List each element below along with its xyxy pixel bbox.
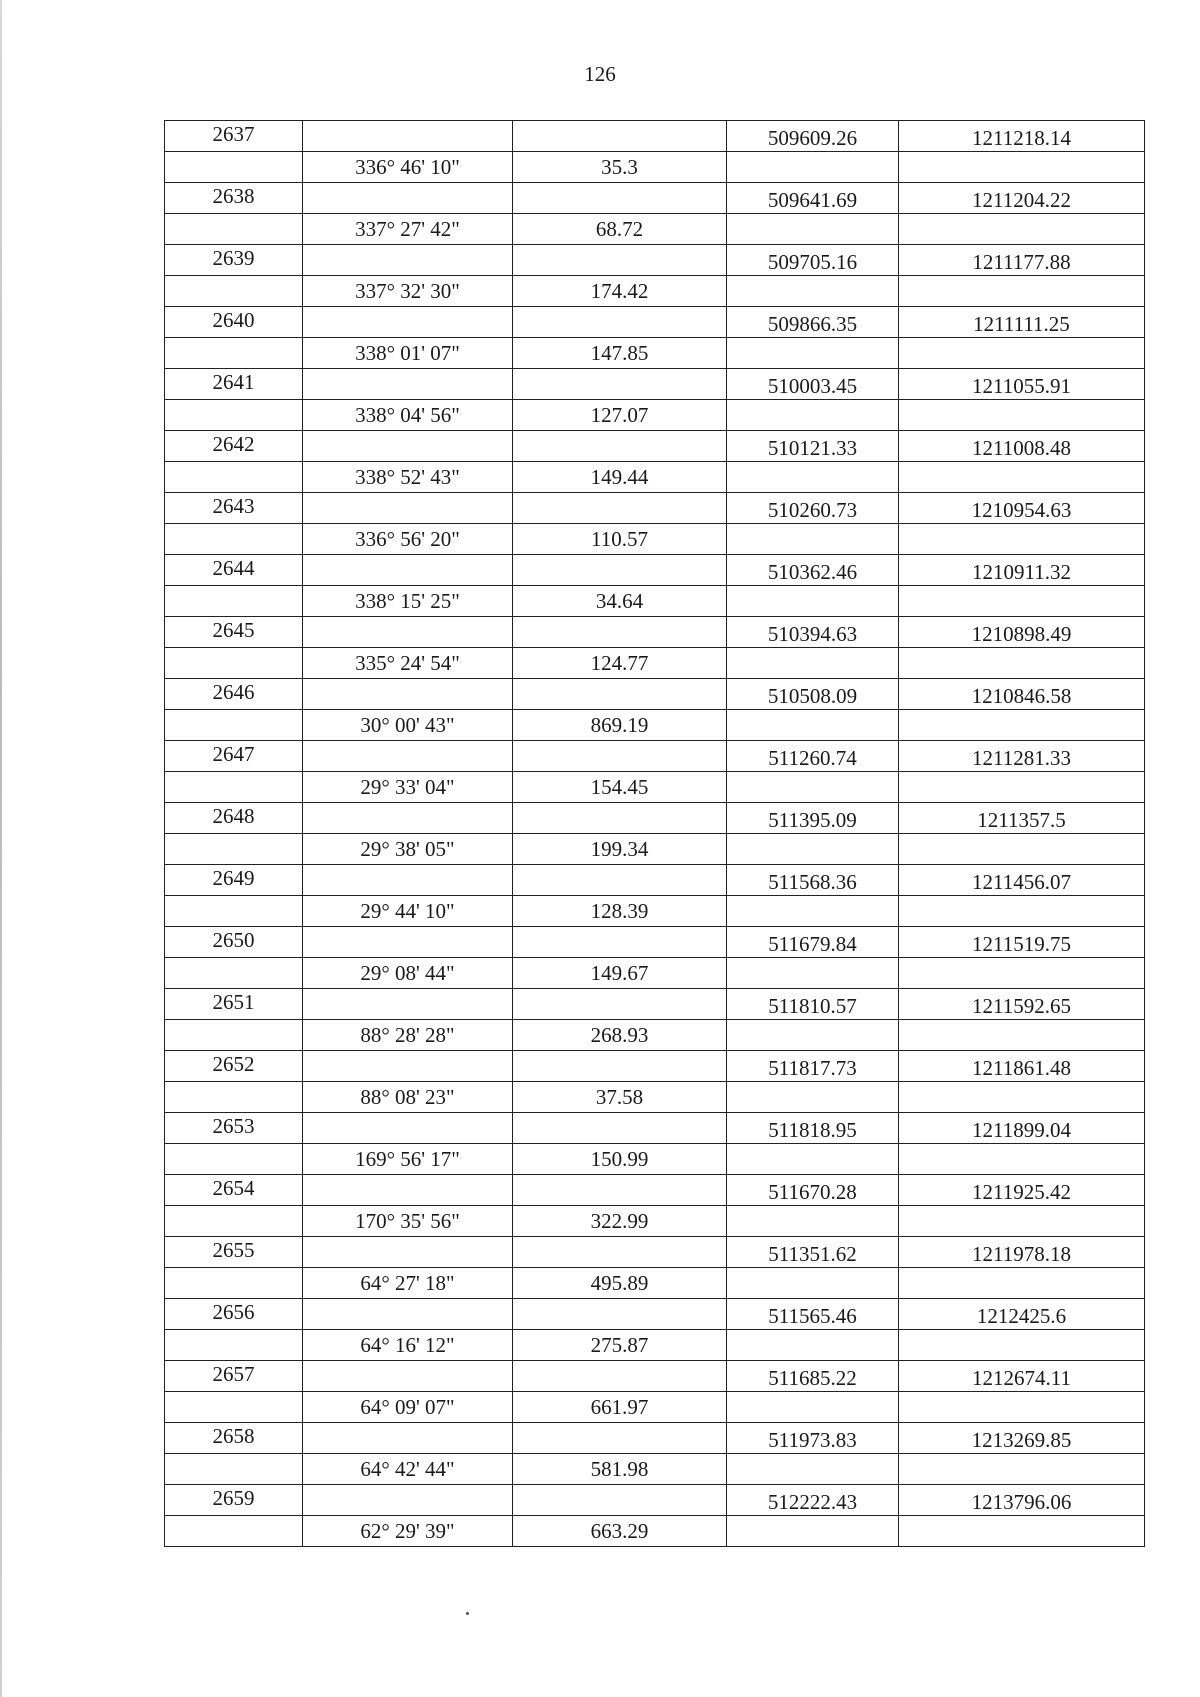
station-cell-empty	[165, 586, 303, 617]
bearing-cell-empty	[303, 1051, 513, 1082]
station-cell-empty	[165, 772, 303, 803]
table-row-line	[165, 834, 1145, 865]
northing-cell-empty	[727, 214, 899, 245]
table-row-line	[165, 1392, 1145, 1423]
northing-cell: 509641.69	[727, 183, 899, 214]
bearing-cell-empty	[303, 121, 513, 152]
station-cell: 2659	[165, 1485, 303, 1516]
bearing-cell: 336° 46' 10"	[303, 152, 513, 183]
table-row-point	[165, 431, 1145, 462]
distance-cell-empty	[513, 1051, 727, 1082]
bearing-cell: 29° 08' 44"	[303, 958, 513, 989]
table-row-point	[165, 183, 1145, 214]
table-row-point	[165, 1051, 1145, 1082]
northing-cell-empty	[727, 1082, 899, 1113]
station-cell-empty	[165, 648, 303, 679]
station-cell-empty	[165, 338, 303, 369]
easting-cell-empty	[899, 1144, 1145, 1175]
easting-cell-empty	[899, 834, 1145, 865]
table-row-line	[165, 1454, 1145, 1485]
table-row-line	[165, 1144, 1145, 1175]
station-cell: 2656	[165, 1299, 303, 1330]
table-row-point	[165, 369, 1145, 400]
table-row-line	[165, 1268, 1145, 1299]
station-cell: 2658	[165, 1423, 303, 1454]
northing-cell-empty	[727, 772, 899, 803]
easting-cell: 1211008.48	[899, 431, 1145, 462]
easting-cell: 1210954.63	[899, 493, 1145, 524]
station-cell: 2651	[165, 989, 303, 1020]
table-row-line	[165, 648, 1145, 679]
station-cell-empty	[165, 1082, 303, 1113]
distance-cell: 495.89	[513, 1268, 727, 1299]
distance-cell-empty	[513, 307, 727, 338]
northing-cell: 509705.16	[727, 245, 899, 276]
bearing-cell: 169° 56' 17"	[303, 1144, 513, 1175]
easting-cell-empty	[899, 1330, 1145, 1361]
bearing-cell-empty	[303, 1485, 513, 1516]
table-row-point	[165, 493, 1145, 524]
distance-cell-empty	[513, 555, 727, 586]
station-cell-empty	[165, 1144, 303, 1175]
northing-cell-empty	[727, 586, 899, 617]
table-row-point	[165, 1113, 1145, 1144]
bearing-cell: 338° 52' 43"	[303, 462, 513, 493]
bearing-cell: 64° 16' 12"	[303, 1330, 513, 1361]
bearing-cell: 64° 42' 44"	[303, 1454, 513, 1485]
distance-cell: 322.99	[513, 1206, 727, 1237]
table-row-point	[165, 555, 1145, 586]
table-row-point	[165, 307, 1145, 338]
distance-cell-empty	[513, 1113, 727, 1144]
northing-cell: 511817.73	[727, 1051, 899, 1082]
bearing-cell-empty	[303, 555, 513, 586]
bearing-cell-empty	[303, 431, 513, 462]
distance-cell-empty	[513, 927, 727, 958]
northing-cell: 510362.46	[727, 555, 899, 586]
bearing-cell: 338° 04' 56"	[303, 400, 513, 431]
easting-cell-empty	[899, 1454, 1145, 1485]
easting-cell: 1211111.25	[899, 307, 1145, 338]
bearing-cell: 337° 27' 42"	[303, 214, 513, 245]
bearing-cell-empty	[303, 679, 513, 710]
bearing-cell-empty	[303, 1237, 513, 1268]
easting-cell-empty	[899, 896, 1145, 927]
distance-cell: 661.97	[513, 1392, 727, 1423]
northing-cell-empty	[727, 400, 899, 431]
bearing-cell-empty	[303, 307, 513, 338]
easting-cell-empty	[899, 1020, 1145, 1051]
easting-cell-empty	[899, 462, 1145, 493]
northing-cell-empty	[727, 958, 899, 989]
easting-cell-empty	[899, 772, 1145, 803]
distance-cell-empty	[513, 1485, 727, 1516]
easting-cell: 1211218.14	[899, 121, 1145, 152]
bearing-cell-empty	[303, 741, 513, 772]
distance-cell-empty	[513, 493, 727, 524]
table-row-line	[165, 524, 1145, 555]
easting-cell-empty	[899, 1082, 1145, 1113]
bearing-cell: 170° 35' 56"	[303, 1206, 513, 1237]
station-cell: 2641	[165, 369, 303, 400]
distance-cell-empty	[513, 1237, 727, 1268]
easting-cell-empty	[899, 586, 1145, 617]
station-cell-empty	[165, 1268, 303, 1299]
station-cell-empty	[165, 834, 303, 865]
northing-cell-empty	[727, 1268, 899, 1299]
distance-cell: 581.98	[513, 1454, 727, 1485]
bearing-cell-empty	[303, 245, 513, 276]
bearing-cell: 335° 24' 54"	[303, 648, 513, 679]
table-row-line	[165, 1206, 1145, 1237]
table-row-line	[165, 710, 1145, 741]
station-cell: 2657	[165, 1361, 303, 1392]
station-cell: 2638	[165, 183, 303, 214]
station-cell-empty	[165, 1206, 303, 1237]
distance-cell-empty	[513, 617, 727, 648]
northing-cell-empty	[727, 834, 899, 865]
table-row-line	[165, 338, 1145, 369]
distance-cell-empty	[513, 1361, 727, 1392]
bearing-cell-empty	[303, 927, 513, 958]
distance-cell: 275.87	[513, 1330, 727, 1361]
easting-cell: 1210846.58	[899, 679, 1145, 710]
bearing-cell-empty	[303, 183, 513, 214]
distance-cell-empty	[513, 1175, 727, 1206]
table-row-point	[165, 1237, 1145, 1268]
northing-cell: 509866.35	[727, 307, 899, 338]
distance-cell-empty	[513, 865, 727, 896]
bearing-cell: 336° 56' 20"	[303, 524, 513, 555]
station-cell: 2645	[165, 617, 303, 648]
distance-cell-empty	[513, 803, 727, 834]
northing-cell: 511679.84	[727, 927, 899, 958]
easting-cell: 1211177.88	[899, 245, 1145, 276]
station-cell-empty	[165, 958, 303, 989]
scan-speck	[466, 1612, 469, 1615]
table-row-line	[165, 896, 1145, 927]
page-number: 126	[584, 62, 616, 86]
distance-cell: 124.77	[513, 648, 727, 679]
station-cell: 2655	[165, 1237, 303, 1268]
table-row-point	[165, 1423, 1145, 1454]
northing-cell-empty	[727, 1454, 899, 1485]
northing-cell: 511685.22	[727, 1361, 899, 1392]
table-row-point	[165, 1485, 1145, 1516]
easting-cell-empty	[899, 152, 1145, 183]
northing-cell: 511351.62	[727, 1237, 899, 1268]
northing-cell: 511670.28	[727, 1175, 899, 1206]
station-cell-empty	[165, 1454, 303, 1485]
easting-cell: 1212674.11	[899, 1361, 1145, 1392]
distance-cell: 35.3	[513, 152, 727, 183]
distance-cell-empty	[513, 741, 727, 772]
bearing-cell-empty	[303, 1175, 513, 1206]
station-cell-empty	[165, 1330, 303, 1361]
distance-cell: 149.67	[513, 958, 727, 989]
station-cell: 2642	[165, 431, 303, 462]
northing-cell: 510121.33	[727, 431, 899, 462]
table-row-point	[165, 741, 1145, 772]
bearing-cell: 64° 09' 07"	[303, 1392, 513, 1423]
station-cell-empty	[165, 1392, 303, 1423]
northing-cell: 509609.26	[727, 121, 899, 152]
survey-table-body	[165, 121, 1145, 1547]
station-cell-empty	[165, 1516, 303, 1547]
bearing-cell-empty	[303, 989, 513, 1020]
northing-cell-empty	[727, 524, 899, 555]
station-cell-empty	[165, 896, 303, 927]
distance-cell-empty	[513, 431, 727, 462]
table-row-line	[165, 276, 1145, 307]
station-cell: 2654	[165, 1175, 303, 1206]
easting-cell-empty	[899, 1268, 1145, 1299]
distance-cell: 128.39	[513, 896, 727, 927]
distance-cell: 149.44	[513, 462, 727, 493]
bearing-cell: 29° 38' 05"	[303, 834, 513, 865]
bearing-cell-empty	[303, 1423, 513, 1454]
station-cell-empty	[165, 710, 303, 741]
northing-cell: 511818.95	[727, 1113, 899, 1144]
bearing-cell-empty	[303, 617, 513, 648]
distance-cell-empty	[513, 1423, 727, 1454]
distance-cell: 110.57	[513, 524, 727, 555]
northing-cell: 511973.83	[727, 1423, 899, 1454]
distance-cell: 150.99	[513, 1144, 727, 1175]
northing-cell-empty	[727, 1020, 899, 1051]
northing-cell-empty	[727, 710, 899, 741]
bearing-cell-empty	[303, 865, 513, 896]
northing-cell: 510260.73	[727, 493, 899, 524]
distance-cell: 869.19	[513, 710, 727, 741]
table-row-point	[165, 1361, 1145, 1392]
easting-cell: 1212425.6	[899, 1299, 1145, 1330]
northing-cell-empty	[727, 276, 899, 307]
distance-cell: 268.93	[513, 1020, 727, 1051]
easting-cell: 1213796.06	[899, 1485, 1145, 1516]
northing-cell: 510003.45	[727, 369, 899, 400]
table-row-line	[165, 214, 1145, 245]
northing-cell: 511395.09	[727, 803, 899, 834]
bearing-cell: 29° 33' 04"	[303, 772, 513, 803]
easting-cell: 1211978.18	[899, 1237, 1145, 1268]
bearing-cell: 29° 44' 10"	[303, 896, 513, 927]
northing-cell-empty	[727, 1392, 899, 1423]
table-row-point	[165, 927, 1145, 958]
distance-cell-empty	[513, 369, 727, 400]
distance-cell: 68.72	[513, 214, 727, 245]
northing-cell-empty	[727, 152, 899, 183]
bearing-cell-empty	[303, 1113, 513, 1144]
easting-cell: 1211055.91	[899, 369, 1145, 400]
table-row-point	[165, 989, 1145, 1020]
easting-cell: 1210898.49	[899, 617, 1145, 648]
table-row-line	[165, 1082, 1145, 1113]
distance-cell-empty	[513, 989, 727, 1020]
survey-traverse-table	[164, 120, 1145, 1547]
station-cell-empty	[165, 152, 303, 183]
station-cell: 2648	[165, 803, 303, 834]
bearing-cell: 88° 28' 28"	[303, 1020, 513, 1051]
distance-cell: 174.42	[513, 276, 727, 307]
bearing-cell: 338° 01' 07"	[303, 338, 513, 369]
distance-cell: 127.07	[513, 400, 727, 431]
table-row-point	[165, 1175, 1145, 1206]
bearing-cell-empty	[303, 1361, 513, 1392]
easting-cell-empty	[899, 1392, 1145, 1423]
distance-cell: 147.85	[513, 338, 727, 369]
distance-cell: 199.34	[513, 834, 727, 865]
bearing-cell: 337° 32' 30"	[303, 276, 513, 307]
distance-cell-empty	[513, 1299, 727, 1330]
table-row-line	[165, 1516, 1145, 1547]
easting-cell: 1210911.32	[899, 555, 1145, 586]
distance-cell: 34.64	[513, 586, 727, 617]
station-cell: 2640	[165, 307, 303, 338]
station-cell: 2650	[165, 927, 303, 958]
distance-cell: 154.45	[513, 772, 727, 803]
station-cell-empty	[165, 400, 303, 431]
easting-cell-empty	[899, 276, 1145, 307]
northing-cell-empty	[727, 1330, 899, 1361]
bearing-cell: 62° 29' 39"	[303, 1516, 513, 1547]
bearing-cell-empty	[303, 369, 513, 400]
northing-cell-empty	[727, 338, 899, 369]
station-cell: 2643	[165, 493, 303, 524]
station-cell-empty	[165, 524, 303, 555]
easting-cell-empty	[899, 710, 1145, 741]
northing-cell-empty	[727, 1516, 899, 1547]
easting-cell: 1211861.48	[899, 1051, 1145, 1082]
northing-cell: 511568.36	[727, 865, 899, 896]
station-cell-empty	[165, 276, 303, 307]
easting-cell: 1211357.5	[899, 803, 1145, 834]
table-row-line	[165, 462, 1145, 493]
bearing-cell: 64° 27' 18"	[303, 1268, 513, 1299]
table-row-line	[165, 958, 1145, 989]
easting-cell-empty	[899, 214, 1145, 245]
station-cell: 2653	[165, 1113, 303, 1144]
station-cell: 2647	[165, 741, 303, 772]
easting-cell: 1211456.07	[899, 865, 1145, 896]
northing-cell-empty	[727, 896, 899, 927]
station-cell-empty	[165, 462, 303, 493]
scan-left-edge	[0, 0, 2, 1697]
distance-cell-empty	[513, 679, 727, 710]
easting-cell: 1211592.65	[899, 989, 1145, 1020]
easting-cell-empty	[899, 524, 1145, 555]
distance-cell: 37.58	[513, 1082, 727, 1113]
easting-cell: 1211519.75	[899, 927, 1145, 958]
table-row-line	[165, 1330, 1145, 1361]
table-row-line	[165, 1020, 1145, 1051]
northing-cell: 512222.43	[727, 1485, 899, 1516]
station-cell: 2637	[165, 121, 303, 152]
bearing-cell-empty	[303, 803, 513, 834]
northing-cell: 511810.57	[727, 989, 899, 1020]
easting-cell-empty	[899, 338, 1145, 369]
station-cell: 2639	[165, 245, 303, 276]
easting-cell-empty	[899, 1206, 1145, 1237]
easting-cell-empty	[899, 648, 1145, 679]
bearing-cell: 88° 08' 23"	[303, 1082, 513, 1113]
easting-cell: 1211204.22	[899, 183, 1145, 214]
table-row-line	[165, 400, 1145, 431]
northing-cell: 511565.46	[727, 1299, 899, 1330]
northing-cell-empty	[727, 1144, 899, 1175]
northing-cell: 510394.63	[727, 617, 899, 648]
table-row-line	[165, 772, 1145, 803]
easting-cell: 1211899.04	[899, 1113, 1145, 1144]
station-cell: 2649	[165, 865, 303, 896]
distance-cell: 663.29	[513, 1516, 727, 1547]
table-row-point	[165, 803, 1145, 834]
easting-cell-empty	[899, 1516, 1145, 1547]
station-cell: 2644	[165, 555, 303, 586]
station-cell-empty	[165, 1020, 303, 1051]
easting-cell: 1211925.42	[899, 1175, 1145, 1206]
table-row-point	[165, 865, 1145, 896]
bearing-cell-empty	[303, 1299, 513, 1330]
table-row-line	[165, 152, 1145, 183]
bearing-cell: 338° 15' 25"	[303, 586, 513, 617]
station-cell: 2646	[165, 679, 303, 710]
table-row-point	[165, 121, 1145, 152]
table-row-point	[165, 679, 1145, 710]
distance-cell-empty	[513, 183, 727, 214]
table-row-point	[165, 617, 1145, 648]
northing-cell: 511260.74	[727, 741, 899, 772]
bearing-cell-empty	[303, 493, 513, 524]
northing-cell-empty	[727, 648, 899, 679]
table-row-point	[165, 1299, 1145, 1330]
easting-cell: 1211281.33	[899, 741, 1145, 772]
easting-cell-empty	[899, 400, 1145, 431]
bearing-cell: 30° 00' 43"	[303, 710, 513, 741]
northing-cell: 510508.09	[727, 679, 899, 710]
northing-cell-empty	[727, 1206, 899, 1237]
northing-cell-empty	[727, 462, 899, 493]
station-cell: 2652	[165, 1051, 303, 1082]
station-cell-empty	[165, 214, 303, 245]
table-row-point	[165, 245, 1145, 276]
easting-cell-empty	[899, 958, 1145, 989]
distance-cell-empty	[513, 121, 727, 152]
table-row-line	[165, 586, 1145, 617]
easting-cell: 1213269.85	[899, 1423, 1145, 1454]
distance-cell-empty	[513, 245, 727, 276]
